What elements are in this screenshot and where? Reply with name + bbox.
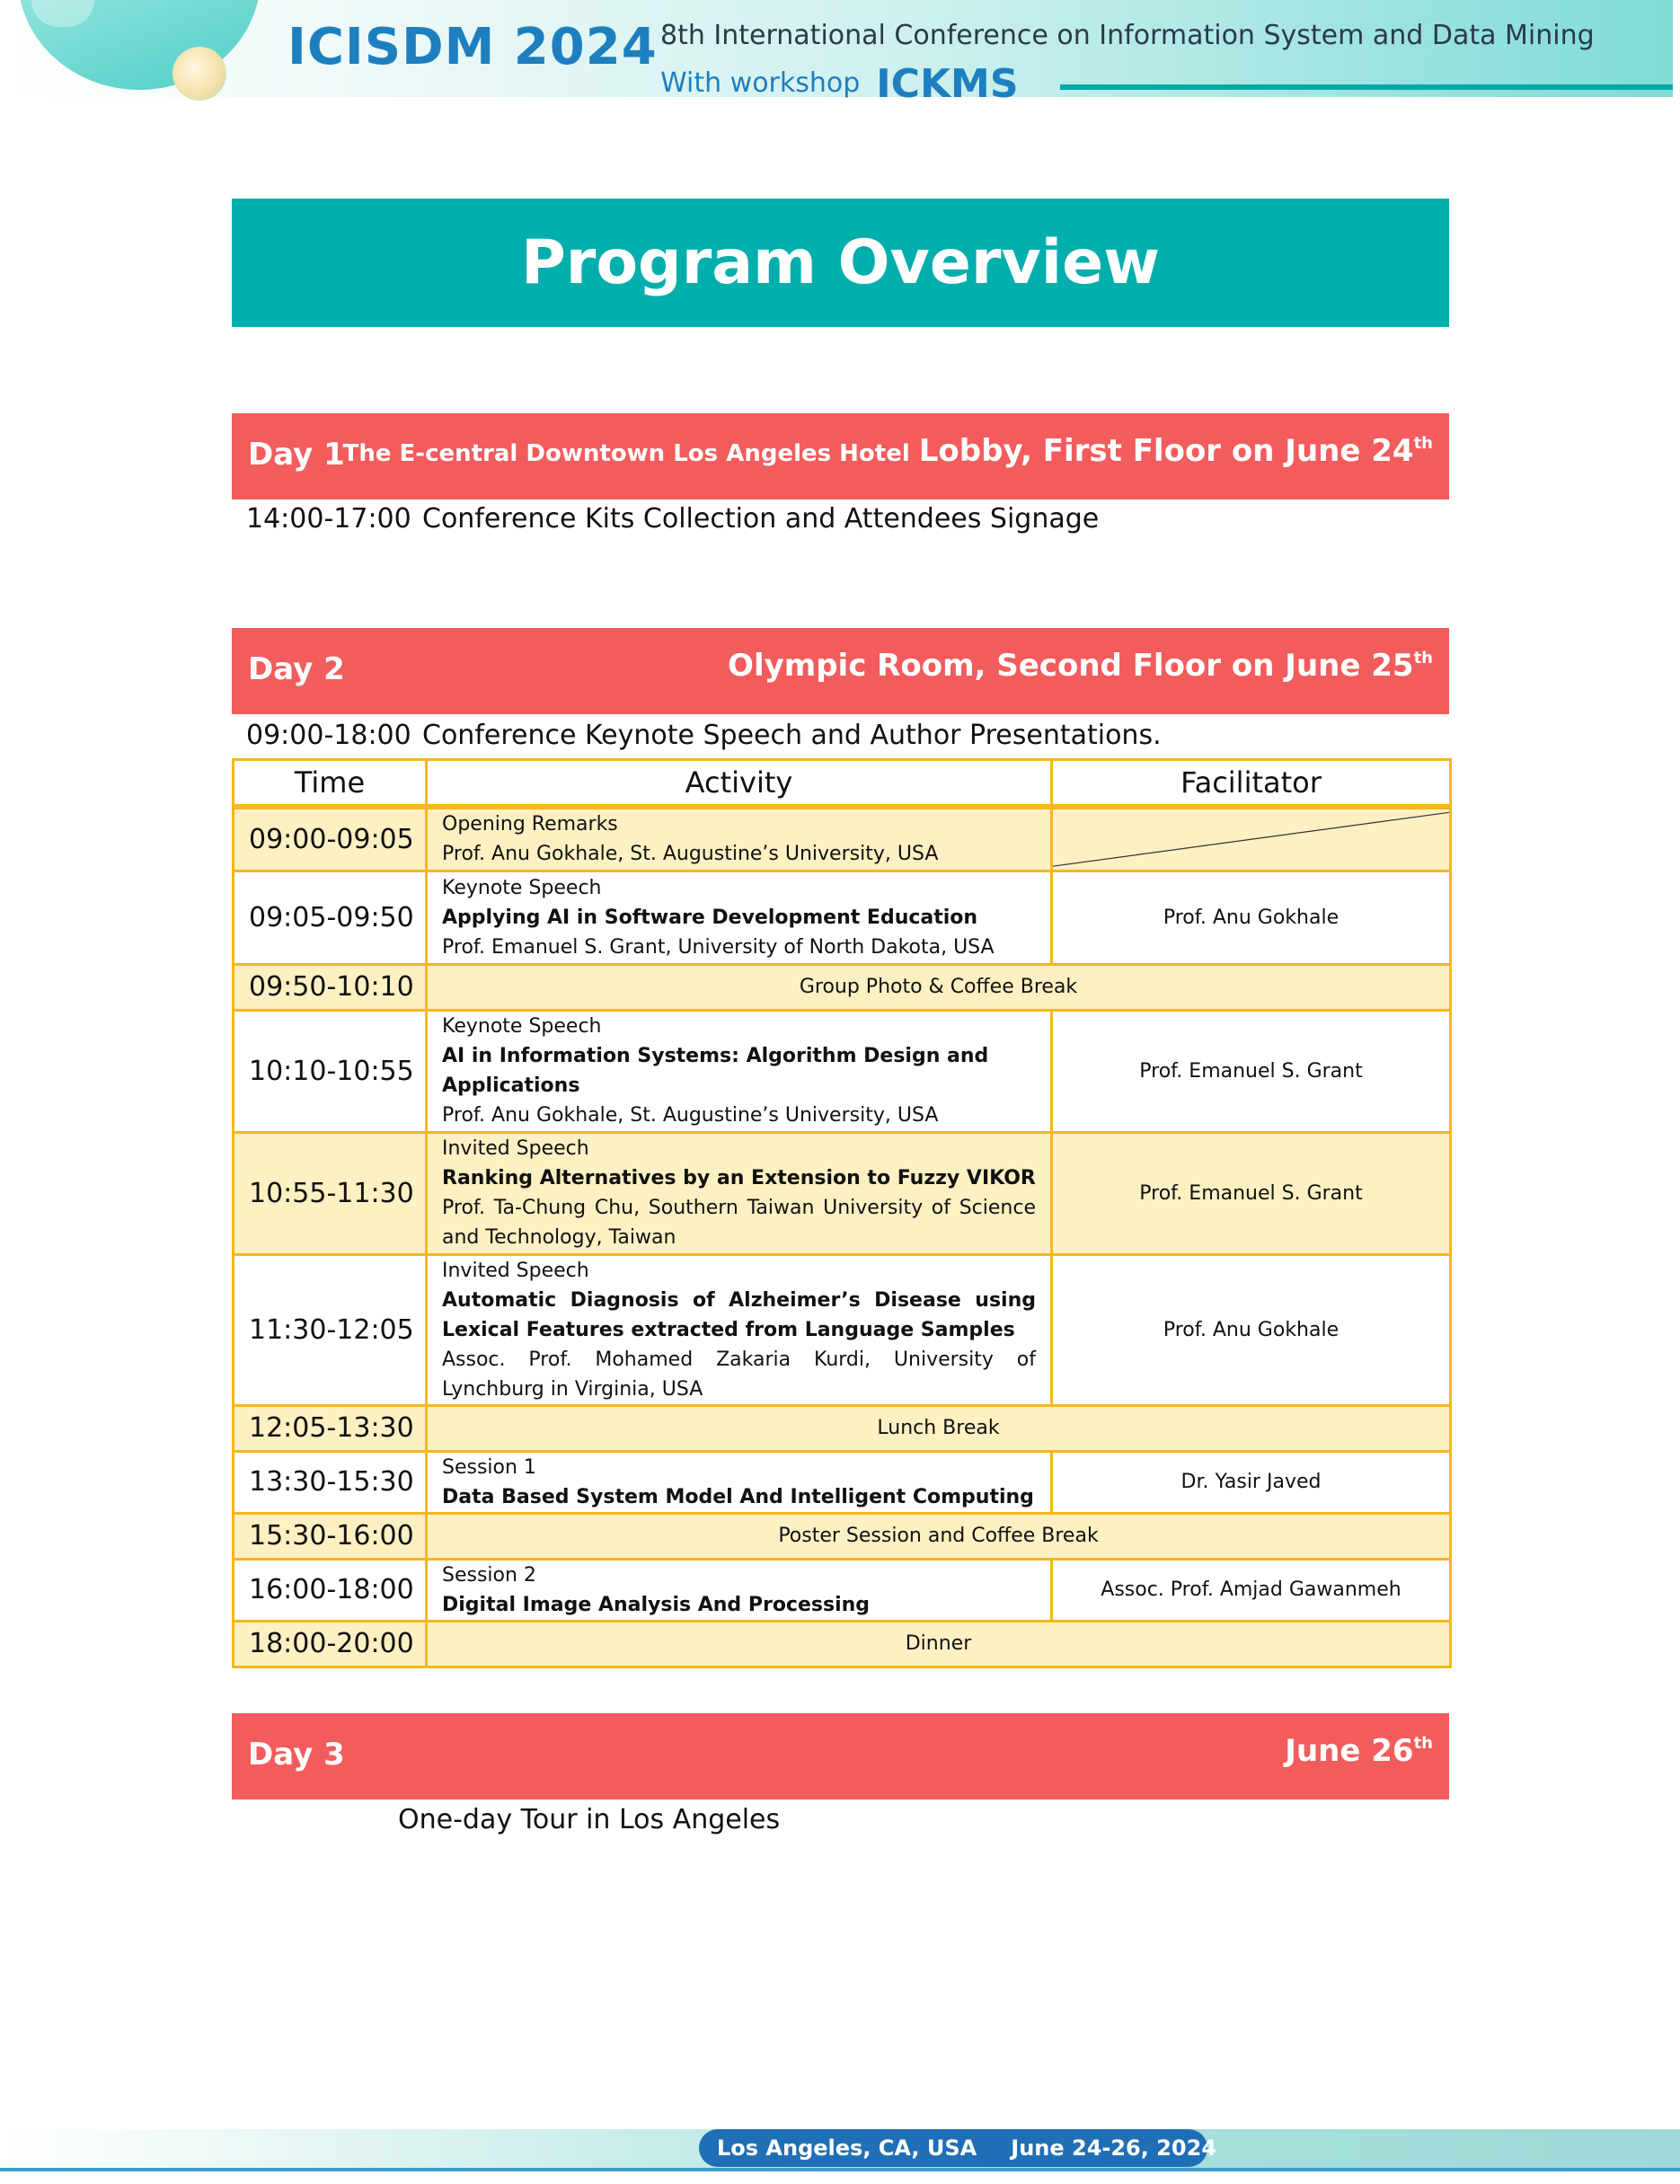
table-row (234, 807, 1451, 871)
row-span-activity: Group Photo & Coffee Break (427, 964, 1451, 1010)
row-time: 16:00-18:00 (234, 1559, 427, 1621)
table-row (234, 964, 1451, 1010)
activity-title: Ranking Alternatives by an Extension to Fuzzy VIKOR (442, 1167, 1036, 1189)
activity-title: Applying AI in Software Development Education (442, 906, 978, 929)
activity-title: Digital Image Analysis And Processing (442, 1593, 871, 1616)
day3-location (1285, 1733, 1433, 1769)
col-header-time: Time (234, 760, 427, 808)
day3-label: Day 3 (248, 1737, 345, 1773)
conference-logo: ICISDM 2024 (287, 18, 658, 76)
activity-type: Invited Speech (442, 1137, 589, 1160)
page-title: Program Overview (520, 227, 1161, 298)
row-time: 09:05-09:50 (234, 871, 427, 964)
conference-subtitle: 8th International Conference on Information System and Data Mining (660, 20, 1595, 51)
day3-activity: One-day Tour in Los Angeles (398, 1804, 781, 1835)
row-time: 09:50-10:10 (234, 964, 427, 1010)
day3-banner (232, 1713, 1449, 1799)
row-facilitator: Prof. Anu Gokhale (1052, 871, 1451, 964)
table-row (234, 871, 1451, 964)
activity-title: Automatic Diagnosis of Alzheimer’s Disease using Lexical Features extracted from Language Samples (442, 1288, 1036, 1341)
day1-time: 14:00-17:00 (246, 503, 411, 535)
table-row (234, 1559, 1451, 1621)
day2-item (246, 720, 1162, 751)
row-facilitator: Prof. Emanuel S. Grant (1052, 1132, 1451, 1254)
row-time: 15:30-16:00 (234, 1513, 427, 1559)
day1-banner (232, 413, 1449, 500)
activity-type: Keynote Speech (442, 876, 602, 899)
footer-location: Los Angeles, CA, USA (717, 2135, 977, 2161)
row-activity (427, 1451, 1052, 1513)
activity-title: AI in Information Systems: Algorithm Design and Applications (442, 1045, 989, 1097)
workshop-name: ICKMS (876, 61, 1019, 107)
table-row (234, 1405, 1451, 1451)
activity-speaker: Prof. Anu Gokhale, St. Augustine’s University, USA (442, 843, 939, 866)
workshop-label: With workshop (660, 67, 861, 99)
activity-type: Opening Remarks (442, 813, 618, 836)
table-row (234, 1451, 1451, 1513)
row-span-activity: Poster Session and Coffee Break (427, 1513, 1451, 1559)
diagonal-line (1053, 809, 1449, 870)
table-header-row (234, 760, 1451, 808)
header-decoration-bubble (172, 47, 226, 101)
row-facilitator: Prof. Emanuel S. Grant (1052, 1010, 1451, 1132)
activity-speaker: Assoc. Prof. Mohamed Zakaria Kurdi, University of Lynchburg in Virginia, USA (442, 1348, 1036, 1401)
day1-label: Day 1 (248, 437, 345, 473)
day2-label: Day 2 (248, 651, 345, 687)
table-row (234, 1132, 1451, 1254)
footer-badge (699, 2129, 1217, 2167)
row-activity (427, 871, 1052, 964)
day1-room: Lobby, First Floor on June 24 (918, 433, 1414, 469)
day1-sup: th (1413, 434, 1433, 453)
day3-sup: th (1413, 1734, 1433, 1753)
row-activity (427, 1559, 1052, 1621)
activity-type: Invited Speech (442, 1259, 589, 1282)
header-underline (1060, 84, 1673, 90)
row-activity (427, 1010, 1052, 1132)
row-time: 12:05-13:30 (234, 1405, 427, 1451)
row-activity (427, 1254, 1052, 1405)
col-header-activity: Activity (427, 760, 1052, 808)
activity-type: Session 2 (442, 1563, 536, 1587)
activity-type: Session 1 (442, 1455, 536, 1479)
activity-title: Data Based System Model And Intelligent Computing (442, 1485, 1034, 1508)
row-time: 13:30-15:30 (234, 1451, 427, 1513)
day2-activity: Conference Keynote Speech and Author Presentations. (422, 720, 1162, 751)
row-span-activity: Dinner (427, 1621, 1451, 1667)
row-facilitator: Prof. Anu Gokhale (1052, 1254, 1451, 1405)
activity-speaker: Prof. Emanuel S. Grant, University of North Dakota, USA (442, 935, 995, 959)
row-facilitator-empty (1052, 807, 1451, 871)
table-row (234, 1513, 1451, 1559)
day2-location (728, 648, 1433, 684)
table-row (234, 1254, 1451, 1405)
day2-banner (232, 628, 1449, 714)
row-time: 18:00-20:00 (234, 1621, 427, 1667)
row-time: 10:55-11:30 (234, 1132, 427, 1254)
page-title-banner (232, 199, 1449, 327)
table-row (234, 1621, 1451, 1667)
footer-separator (992, 2129, 1002, 2167)
row-time: 11:30-12:05 (234, 1254, 427, 1405)
schedule-table (232, 758, 1452, 1668)
activity-speaker: Prof. Anu Gokhale, St. Augustine’s University, USA (442, 1104, 939, 1127)
row-facilitator: Assoc. Prof. Amjad Gawanmeh (1052, 1559, 1451, 1621)
col-header-facilitator: Facilitator (1052, 760, 1451, 808)
day1-hotel: The E-central Downtown Los Angeles Hotel (342, 440, 910, 467)
row-time: 09:00-09:05 (234, 807, 427, 871)
row-activity (427, 1132, 1052, 1254)
activity-speaker: Prof. Ta-Chung Chu, Southern Taiwan University of Science and Technology, Taiwan (442, 1197, 1036, 1249)
day2-room: Olympic Room, Second Floor on June 25 (728, 648, 1414, 684)
row-facilitator: Dr. Yasir Javed (1052, 1451, 1451, 1513)
activity-type: Keynote Speech (442, 1015, 602, 1038)
day2-time: 09:00-18:00 (246, 720, 411, 751)
day1-item (246, 503, 1099, 535)
row-span-activity: Lunch Break (427, 1405, 1451, 1451)
table-row (234, 1010, 1451, 1132)
workshop-line (660, 56, 1019, 107)
row-time: 10:10-10:55 (234, 1010, 427, 1132)
day1-activity: Conference Kits Collection and Attendees Signage (422, 503, 1100, 535)
row-activity (427, 807, 1052, 871)
day2-sup: th (1413, 649, 1433, 668)
day3-date: June 26 (1285, 1733, 1414, 1769)
footer-line (0, 2168, 1680, 2171)
day1-location (343, 433, 1433, 469)
footer-dates: June 24-26, 2024 (1011, 2135, 1217, 2161)
